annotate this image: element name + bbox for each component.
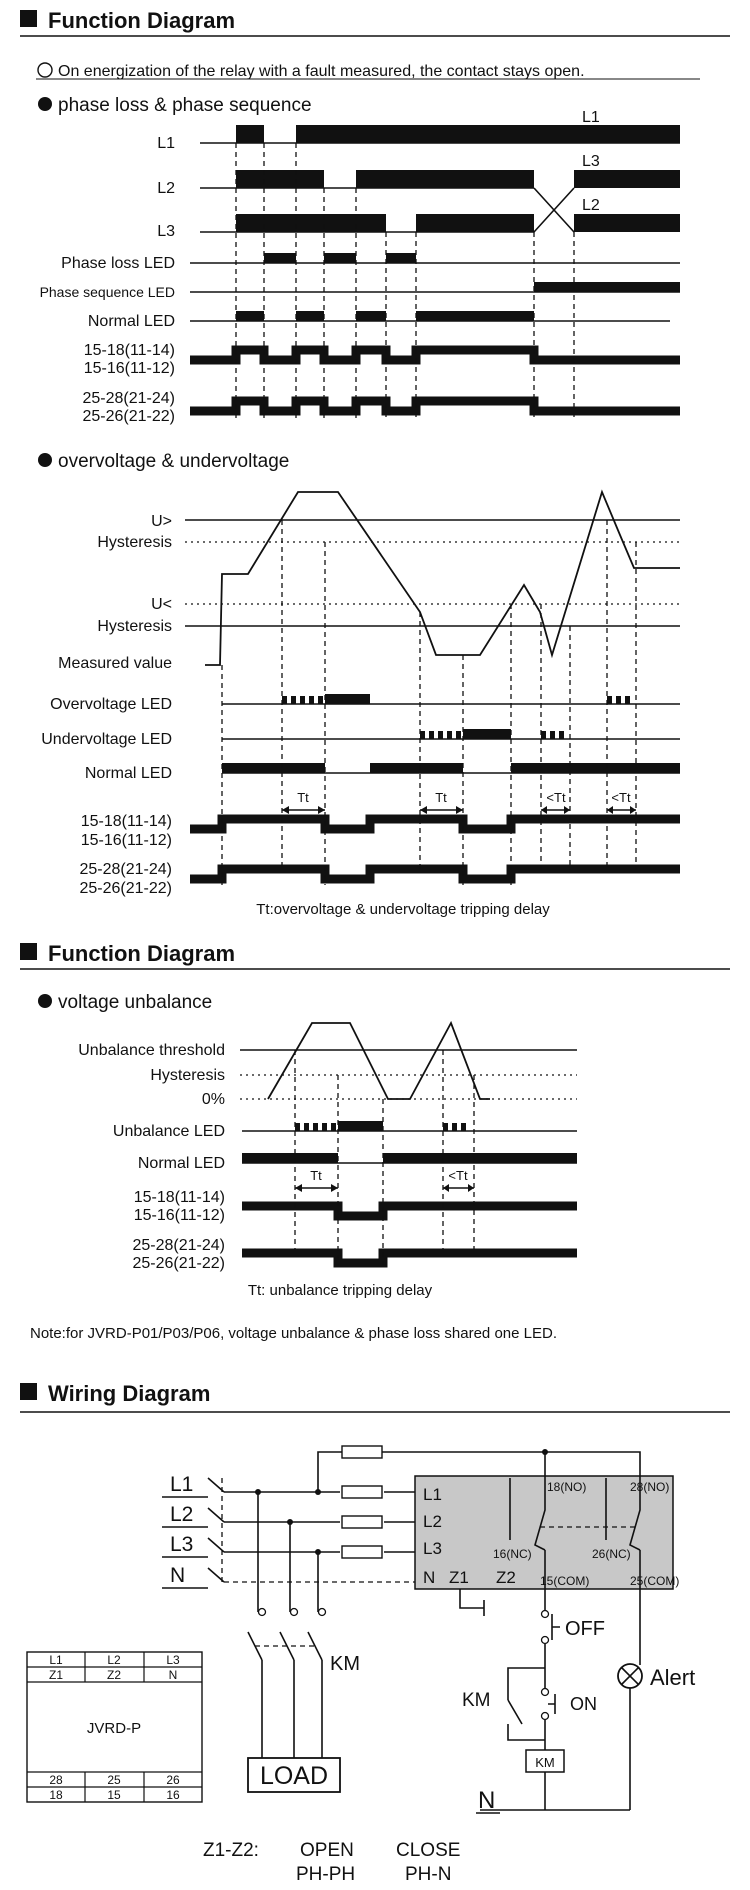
bullet-icon: [38, 97, 52, 111]
table-cell: N: [168, 1668, 178, 1682]
label-u-over: U>: [151, 513, 172, 530]
label-unbalance-led: Unbalance LED: [112, 1123, 225, 1140]
unbalance-led-flash: [295, 1123, 336, 1131]
tt-arrow: [282, 806, 325, 814]
note-energization: On energization of the relay with a fault measured, the contact stays open.: [58, 63, 585, 80]
label-unbalance-threshold: Unbalance threshold: [78, 1042, 225, 1059]
cross-label-l3: L3: [582, 153, 600, 170]
cross-label-l1: L1: [582, 109, 600, 126]
section-square-icon: [20, 1383, 37, 1400]
label-contact-15-16: 15-16(11-12): [83, 360, 175, 377]
tt-label: Tt: [297, 790, 309, 805]
terminal-15-com: 15(COM): [540, 1574, 590, 1588]
junction-dot: [287, 1519, 293, 1525]
label-hysteresis-upper: Hysteresis: [97, 534, 172, 551]
section-title: Wiring Diagram: [48, 1381, 211, 1406]
contactor-terminal: [259, 1609, 266, 1616]
label-overvoltage-led: Overvoltage LED: [50, 696, 172, 713]
normal-led-2-bar: [511, 763, 680, 773]
table-cell: 18: [49, 1788, 63, 1802]
fuse-icon: [342, 1486, 382, 1498]
label-phase-loss-led: Phase loss LED: [61, 255, 175, 272]
terminal-26-nc: 26(NC): [592, 1547, 631, 1561]
terminal-z1: Z1: [449, 1568, 469, 1587]
km-coil-label: KM: [535, 1755, 555, 1770]
tt-arrow: [607, 806, 636, 814]
label-l1: L1: [157, 135, 175, 152]
load-label: LOAD: [259, 1762, 329, 1790]
fuse-icon: [342, 1446, 382, 1458]
device-name: JVRD-P: [86, 1720, 142, 1737]
terminal-28-no: 28(NO): [630, 1480, 670, 1494]
overvoltage-led-flash: [607, 696, 630, 704]
line-label-l2: L2: [170, 1503, 194, 1526]
tt-label: <Tt: [546, 790, 566, 805]
table-cell: Z2: [106, 1668, 122, 1682]
l3-bar: [574, 214, 680, 232]
contact-15-18-c-signal: [242, 1206, 577, 1216]
label-hysteresis-lower: Hysteresis: [97, 618, 172, 635]
undervoltage-led-flash: [420, 731, 461, 739]
phase-seq-led-bar: [534, 282, 680, 292]
fuse-icon: [342, 1516, 382, 1528]
z-note-label: Z1-Z2:: [203, 1840, 259, 1861]
terminal-n: N: [423, 1568, 436, 1587]
terminal-l2: L2: [423, 1512, 442, 1531]
table-cell: 15: [107, 1788, 121, 1802]
label-hysteresis-unbalance: Hysteresis: [150, 1067, 225, 1084]
off-button-icon: [552, 1614, 560, 1640]
z-note-close: CLOSE: [396, 1840, 461, 1861]
subtitle-phase: phase loss & phase sequence: [58, 95, 312, 116]
label-contact-25-26: 25-26(21-22): [82, 408, 175, 425]
table-cell: L2: [107, 1653, 121, 1667]
label-phase-sequence-led: Phase sequence LED: [39, 284, 175, 300]
line-label-n: N: [170, 1564, 186, 1587]
alert-supply-wire: [545, 1452, 640, 1478]
normal-led-2-bar: [222, 763, 325, 773]
z-note-open: OPEN: [300, 1840, 354, 1861]
on-button-terminal: [542, 1713, 549, 1720]
open-circle-icon: [38, 63, 52, 77]
section-title: Function Diagram: [48, 8, 236, 33]
phase-loss-led-pulse: [264, 253, 296, 263]
junction-dot: [315, 1489, 321, 1495]
contactor-terminal: [319, 1609, 326, 1616]
normal-led-3-bar: [242, 1153, 338, 1163]
tt-arrow: [541, 806, 570, 814]
unbalance-curve: [268, 1023, 490, 1099]
normal-led-bar: [416, 311, 534, 321]
isolator-switch: [208, 1478, 224, 1582]
tt-label: <Tt: [448, 1168, 468, 1183]
table-cell: 26: [166, 1773, 180, 1787]
label-contact-25-28-c: 25-28(21-24): [132, 1237, 225, 1254]
bullet-icon: [38, 453, 52, 467]
contact-25-28-c-signal: [242, 1253, 577, 1263]
table-cell: 28: [49, 1773, 63, 1787]
z-note-close-sub: PH-N: [405, 1864, 452, 1885]
tt-label: Tt: [310, 1168, 322, 1183]
label-contact-15-16-b: 15-16(11-12): [80, 832, 172, 849]
control-circuit-wire: [508, 1644, 545, 1700]
label-contact-15-18-c: 15-18(11-14): [133, 1189, 225, 1206]
terminal-l1: L1: [423, 1485, 442, 1504]
junction-dot: [255, 1489, 261, 1495]
terminal-25-com: 25(COM): [630, 1574, 680, 1588]
terminal-l3: L3: [423, 1539, 442, 1558]
unbalance-led-flash: [443, 1123, 466, 1131]
tt-note-unbalance: Tt: unbalance tripping delay: [247, 1282, 433, 1299]
wiring-diagram-section: [20, 1381, 730, 1885]
cross-label-l2: L2: [582, 197, 600, 214]
tt-label: <Tt: [611, 790, 631, 805]
km-label-main: KM: [330, 1653, 360, 1675]
label-contact-25-26-b: 25-26(21-22): [79, 880, 172, 897]
line-label-l3: L3: [170, 1533, 194, 1556]
label-u-under: U<: [151, 596, 172, 613]
normal-led-3-bar: [383, 1153, 577, 1163]
measured-value-curve: [205, 492, 680, 665]
table-cell: L1: [49, 1653, 63, 1667]
normal-led-bar: [236, 311, 264, 321]
label-contact-15-18-b: 15-18(11-14): [80, 813, 172, 830]
overvoltage-undervoltage-section: [38, 451, 680, 918]
label-contact-25-26-c: 25-26(21-22): [132, 1255, 225, 1272]
l2-bar: [574, 170, 680, 188]
note-shared-led: Note:for JVRD-P01/P03/P06, voltage unbalance & phase loss shared one LED.: [30, 1325, 557, 1342]
label-normal-led: Normal LED: [87, 313, 175, 330]
on-button-icon: [548, 1694, 555, 1714]
function-diagram-section-1: [20, 8, 730, 425]
contact-25-28-b-signal: [190, 869, 680, 879]
load-feed: [262, 1660, 322, 1758]
label-normal-led-2: Normal LED: [84, 765, 172, 782]
terminal-18-no: 18(NO): [547, 1480, 587, 1494]
l1-bar: [236, 125, 264, 143]
unbalance-led-bar: [338, 1121, 383, 1131]
l2-bar: [356, 170, 534, 188]
off-button-terminal: [542, 1637, 549, 1644]
overvoltage-led-bar: [325, 694, 370, 704]
off-label: OFF: [565, 1618, 605, 1640]
table-cell: L3: [166, 1653, 180, 1667]
z-note-open-sub: PH-PH: [296, 1864, 356, 1885]
label-zero-percent: 0%: [201, 1091, 225, 1108]
table-cell: Z1: [48, 1668, 64, 1682]
label-undervoltage-led: Undervoltage LED: [41, 731, 172, 748]
normal-led-bar: [296, 311, 324, 321]
overvoltage-led-flash: [282, 696, 323, 704]
on-label: ON: [570, 1694, 597, 1714]
label-contact-15-18: 15-18(11-14): [83, 342, 175, 359]
section-square-icon: [20, 10, 37, 27]
l3-bar: [236, 214, 386, 232]
alert-label: Alert: [650, 1665, 696, 1690]
function-diagram-section-2: [20, 941, 730, 1342]
undervoltage-led-flash: [541, 731, 564, 739]
phase-loss-led-pulse: [386, 253, 416, 263]
junction-dot: [315, 1549, 321, 1555]
off-button-terminal: [542, 1611, 549, 1618]
l3-bar: [416, 214, 534, 232]
label-l3: L3: [157, 223, 175, 240]
table-cell: 16: [166, 1788, 180, 1802]
subtitle-voltage: overvoltage & undervoltage: [58, 451, 290, 472]
label-contact-25-28: 25-28(21-24): [82, 390, 175, 407]
line-label-l1: L1: [170, 1473, 194, 1496]
z1-z2-link: [460, 1589, 484, 1616]
tt-arrow: [420, 806, 463, 814]
tt-label: Tt: [435, 790, 447, 805]
km-label-hold: KM: [462, 1690, 491, 1711]
normal-led-bar: [356, 311, 386, 321]
terminal-z2: Z2: [496, 1568, 516, 1587]
terminal-16-nc: 16(NC): [493, 1547, 532, 1561]
l2-bar: [236, 170, 324, 188]
phase-loss-led-pulse: [324, 253, 356, 263]
neutral-label: N: [478, 1787, 496, 1814]
undervoltage-led-bar: [463, 729, 511, 739]
normal-led-2-bar: [370, 763, 463, 773]
label-measured-value: Measured value: [58, 655, 172, 672]
label-contact-25-28-b: 25-28(21-24): [79, 861, 172, 878]
on-button-terminal: [542, 1689, 549, 1696]
tt-note-voltage: Tt:overvoltage & undervoltage tripping delay: [256, 901, 550, 918]
tt-arrow: [295, 1184, 338, 1192]
label-contact-15-16-c: 15-16(11-12): [133, 1207, 225, 1224]
section-title: Function Diagram: [48, 941, 236, 966]
contactor-terminal: [291, 1609, 298, 1616]
section-square-icon: [20, 943, 37, 960]
bullet-icon: [38, 994, 52, 1008]
label-l2: L2: [157, 180, 175, 197]
tt-arrow: [443, 1184, 474, 1192]
subtitle-unbalance: voltage unbalance: [58, 992, 213, 1013]
l1-bar: [296, 125, 680, 143]
fuse-icon: [342, 1546, 382, 1558]
table-cell: 25: [107, 1773, 121, 1787]
label-normal-led-3: Normal LED: [137, 1155, 225, 1172]
